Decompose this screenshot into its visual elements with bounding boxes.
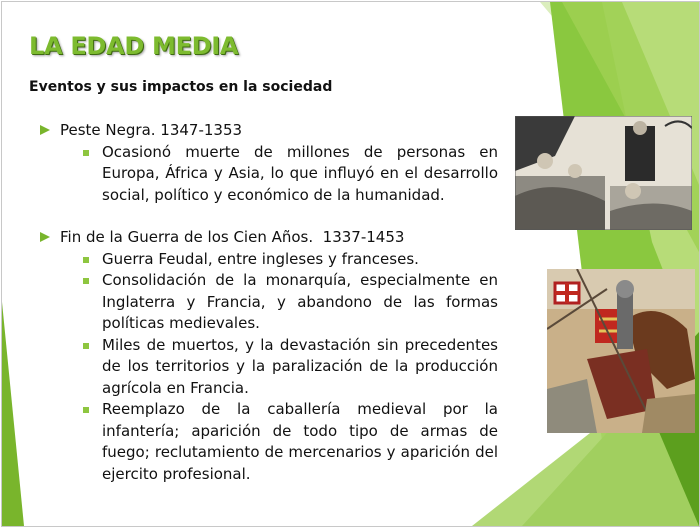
section-hundred-years-war [40, 227, 498, 485]
square-bullet-icon [83, 278, 89, 284]
slide-body [40, 120, 498, 485]
square-bullet-icon [83, 257, 89, 263]
section-black-plague [40, 120, 498, 206]
section-points [60, 142, 498, 207]
list-item-text: Guerra Feudal, entre ingleses y franceses. [102, 249, 419, 268]
triangle-bullet-icon [40, 125, 50, 135]
section-heading: Peste Negra. 1347-1353 [60, 121, 243, 139]
square-bullet-icon [83, 150, 89, 156]
triangle-bullet-icon [40, 232, 50, 242]
list-item [83, 399, 498, 485]
slide [1, 1, 700, 527]
section-points [60, 249, 498, 486]
square-bullet-icon [83, 407, 89, 413]
list-item [83, 142, 498, 207]
battle-knight-illustration [547, 269, 695, 433]
spacer [40, 206, 498, 227]
list-item [83, 270, 498, 335]
slide-subtitle: Eventos y sus impactos en la sociedad [29, 79, 333, 95]
black-plague-illustration [515, 116, 692, 230]
list-item [83, 335, 498, 400]
list-item-text: Reemplazo de la caballería medieval por la infantería; aparición de todo tipo de armas de fuego; reclutamiento de mercenarios y aparición del ejercito profesional. [102, 400, 498, 483]
list-item-text: Ocasionó muerte de millones de personas en Europa, África y Asia, lo que influyó en el desarrollo social, político y económico de la humanidad. [102, 142, 498, 204]
square-bullet-icon [83, 343, 89, 349]
slide-title: LA EDAD MEDIA [29, 32, 239, 60]
list-item [83, 249, 498, 271]
list-item-text: Miles de muertos, y la devastación sin precedentes de los territorios y la paralización de la producción agrícola en Francia. [102, 335, 498, 397]
section-heading: Fin de la Guerra de los Cien Años. 1337-1453 [60, 228, 405, 246]
list-item-text: Consolidación de la monarquía, especialmente en Inglaterra y Francia, y abandono de las formas políticas medievales. [102, 271, 498, 332]
